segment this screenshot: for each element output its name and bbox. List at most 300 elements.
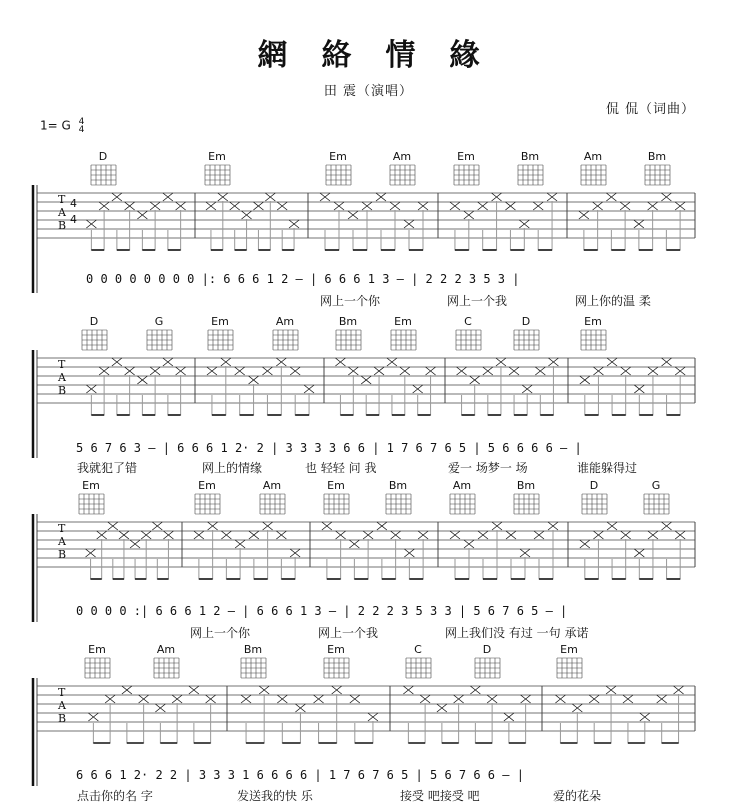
chord-diagram <box>386 479 411 514</box>
note-x-mark <box>235 540 245 548</box>
note-x-mark <box>470 376 480 384</box>
chord-diagram <box>147 315 172 350</box>
chord-diagram <box>514 479 539 514</box>
note-x-mark <box>534 531 544 539</box>
note-x-mark <box>519 220 529 228</box>
chord-diagram <box>518 150 543 185</box>
note-x-mark <box>661 193 671 201</box>
note-x-mark <box>194 531 204 539</box>
chord-name: Bm <box>243 643 263 656</box>
note-x-mark <box>464 540 474 548</box>
chord-name: D <box>589 479 599 492</box>
note-x-mark <box>176 202 186 210</box>
tab-clef-letter: T <box>58 358 66 371</box>
beam <box>235 219 247 250</box>
chord-name: Em <box>457 150 475 163</box>
chord-diagram <box>336 315 361 350</box>
chord-name: Em <box>327 479 345 492</box>
tab-system <box>33 315 695 475</box>
note-x-mark <box>253 202 263 210</box>
note-x-mark <box>454 695 464 703</box>
chord-name: Am <box>392 150 412 163</box>
note-x-mark <box>139 695 149 703</box>
beam <box>211 201 223 250</box>
note-x-mark <box>404 549 414 557</box>
note-x-mark <box>218 193 228 201</box>
chord-name: Em <box>394 315 412 328</box>
beam <box>366 375 379 415</box>
beam <box>354 539 368 579</box>
beam <box>510 228 524 250</box>
note-x-mark <box>674 686 684 694</box>
chord-name: Bm <box>516 479 536 492</box>
beam <box>488 366 501 415</box>
beam <box>157 539 168 579</box>
note-x-mark <box>487 695 497 703</box>
tab-clef-letter: A <box>58 535 66 548</box>
chord-name: Em <box>584 315 602 328</box>
note-x-mark <box>404 220 414 228</box>
note-x-mark <box>368 713 378 721</box>
note-x-mark <box>470 686 480 694</box>
tab-clef-letter: B <box>58 219 67 232</box>
chord-name: Em <box>560 643 578 656</box>
beam <box>639 375 653 415</box>
note-x-mark <box>125 367 135 375</box>
beam <box>282 228 294 250</box>
beam <box>639 539 653 579</box>
lyric-line: 接受 吧接受 吧 <box>400 789 480 803</box>
note-x-mark <box>555 695 565 703</box>
note-x-mark <box>230 202 240 210</box>
note-x-mark <box>593 367 603 375</box>
chord-diagram <box>208 315 233 350</box>
beam <box>325 210 339 250</box>
note-x-mark <box>403 686 413 694</box>
beam <box>113 539 124 579</box>
note-x-mark <box>112 193 122 201</box>
beam <box>455 548 469 579</box>
note-x-mark <box>88 713 98 721</box>
chord-name: Em <box>208 150 226 163</box>
chord-name: Bm <box>520 150 540 163</box>
chord-diagram <box>475 643 500 678</box>
note-x-mark <box>172 695 182 703</box>
note-x-mark <box>450 531 460 539</box>
note-x-mark <box>413 385 423 393</box>
lyric-line: 爱一 场梦一 场 <box>448 461 528 475</box>
note-x-mark <box>295 704 305 712</box>
note-x-mark <box>119 531 129 539</box>
beam <box>160 703 177 743</box>
note-x-mark <box>420 695 430 703</box>
chord-name: Am <box>583 150 603 163</box>
beam <box>142 375 155 415</box>
chord-diagram <box>324 643 349 678</box>
beam <box>483 530 497 579</box>
beam <box>612 375 626 415</box>
tab-clef-letter: A <box>58 371 66 384</box>
note-x-mark <box>130 540 140 548</box>
beam <box>611 210 625 250</box>
note-x-mark <box>533 202 543 210</box>
note-x-mark <box>99 202 109 210</box>
note-x-mark <box>657 695 667 703</box>
beam <box>91 375 104 415</box>
note-x-mark <box>377 522 387 530</box>
chord-diagram <box>91 150 116 185</box>
note-x-mark <box>579 211 589 219</box>
chord-diagram <box>326 150 351 185</box>
note-x-mark <box>606 686 616 694</box>
chord-diagram <box>581 315 606 350</box>
lyric-line: 网上一个我 <box>447 294 508 308</box>
chord-diagram <box>273 315 298 350</box>
note-x-mark <box>314 695 324 703</box>
note-x-mark <box>86 549 96 557</box>
note-x-mark <box>376 193 386 201</box>
chord-diagram <box>644 479 669 514</box>
key-label: 1= G <box>40 118 71 133</box>
note-x-mark <box>332 686 342 694</box>
chord-name: Bm <box>647 150 667 163</box>
note-x-mark <box>675 367 685 375</box>
chord-diagram <box>514 315 539 350</box>
chord-name: G <box>154 315 164 328</box>
note-x-mark <box>349 540 359 548</box>
note-x-mark <box>249 376 259 384</box>
beam <box>327 539 341 579</box>
note-x-mark <box>141 531 151 539</box>
note-x-mark <box>580 540 590 548</box>
note-x-mark <box>391 531 401 539</box>
chord-name: Em <box>329 150 347 163</box>
note-x-mark <box>208 522 218 530</box>
note-x-mark <box>86 220 96 228</box>
note-x-mark <box>125 202 135 210</box>
note-x-mark <box>390 202 400 210</box>
note-x-mark <box>505 202 515 210</box>
note-x-mark <box>304 385 314 393</box>
note-x-mark <box>520 549 530 557</box>
note-x-mark <box>418 202 428 210</box>
note-x-mark <box>152 522 162 530</box>
singer-credit: 田 震（演唱） <box>323 84 414 99</box>
time-signature: 4 4 <box>78 117 85 135</box>
composer-credit: 侃 侃（词曲） <box>605 102 695 117</box>
note-x-mark <box>621 531 631 539</box>
chord-diagram <box>79 479 104 514</box>
note-x-mark <box>620 202 630 210</box>
beam <box>199 530 213 579</box>
beam <box>194 703 211 743</box>
note-x-mark <box>249 531 259 539</box>
beam <box>442 703 459 743</box>
note-x-mark <box>334 202 344 210</box>
note-x-mark <box>276 358 286 366</box>
svg-text:4: 4 <box>70 197 77 210</box>
chord-diagram <box>406 643 431 678</box>
note-x-mark <box>572 704 582 712</box>
beam <box>382 539 396 579</box>
note-x-mark <box>492 193 502 201</box>
note-x-mark <box>150 367 160 375</box>
beam <box>584 210 598 250</box>
jianpu-notation: 0 0 0 0 :| 6 6 6 1 2 – | 6 6 6 1 3 – | 2 2 2 3 5 3 3 | 5 6 7 6 5 – | <box>76 604 568 618</box>
chord-name: Em <box>327 643 345 656</box>
beam <box>408 703 425 743</box>
note-x-mark <box>634 220 644 228</box>
note-x-mark <box>492 522 502 530</box>
note-x-mark <box>97 531 107 539</box>
tab-clef-letter: A <box>58 699 66 712</box>
note-x-mark <box>320 193 330 201</box>
tab-system <box>33 150 695 308</box>
jianpu-notation: 6 6 6 1 2· 2 2 | 3 3 3 1 6 6 6 6 | 1 7 6 7 6 5 | 5 6 7 6 6 – | <box>76 768 524 782</box>
tab-system <box>33 479 695 640</box>
chord-name: Em <box>88 643 106 656</box>
chord-name: D <box>98 150 108 163</box>
note-x-mark <box>150 202 160 210</box>
note-x-mark <box>155 704 165 712</box>
chord-diagram <box>645 150 670 185</box>
chord-diagram <box>85 643 110 678</box>
lyric-line: 也 轻轻 问 我 <box>305 461 377 475</box>
chord-name: Bm <box>338 315 358 328</box>
beam <box>258 201 270 250</box>
chord-diagram <box>581 150 606 185</box>
chord-name: Am <box>275 315 295 328</box>
note-x-mark <box>276 531 286 539</box>
note-x-mark <box>221 358 231 366</box>
note-x-mark <box>206 202 216 210</box>
jianpu-notation: 0 0 0 0 0 0 0 0 |: 6 6 6 1 2 – | 6 6 6 1 3 – | 2 2 2 3 5 3 | <box>86 272 520 286</box>
beam <box>418 375 431 415</box>
chord-diagram <box>390 150 415 185</box>
chord-name: G <box>651 479 661 492</box>
beam <box>409 539 423 579</box>
note-x-mark <box>290 549 300 557</box>
chord-diagram <box>154 643 179 678</box>
beam <box>462 384 475 415</box>
note-x-mark <box>606 193 616 201</box>
beam <box>639 210 653 250</box>
beam <box>475 703 492 743</box>
note-x-mark <box>207 367 217 375</box>
beam <box>117 375 130 415</box>
note-x-mark <box>580 376 590 384</box>
note-x-mark <box>242 211 252 219</box>
chord-name: C <box>464 315 472 328</box>
note-x-mark <box>621 367 631 375</box>
note-x-mark <box>607 522 617 530</box>
beam <box>353 210 367 250</box>
note-x-mark <box>648 202 658 210</box>
note-x-mark <box>163 531 173 539</box>
note-x-mark <box>221 531 231 539</box>
note-x-mark <box>506 531 516 539</box>
note-x-mark <box>623 695 633 703</box>
note-x-mark <box>235 367 245 375</box>
note-x-mark <box>241 695 251 703</box>
beam <box>585 539 599 579</box>
note-x-mark <box>607 358 617 366</box>
svg-text:4: 4 <box>70 213 77 226</box>
lyric-line: 网上一个你 <box>320 294 381 308</box>
note-x-mark <box>521 695 531 703</box>
beam <box>667 539 681 579</box>
note-x-mark <box>348 367 358 375</box>
note-x-mark <box>259 686 269 694</box>
note-x-mark <box>478 202 488 210</box>
note-x-mark <box>634 549 644 557</box>
chord-diagram <box>260 479 285 514</box>
beam <box>409 210 423 250</box>
chord-diagram <box>324 479 349 514</box>
note-x-mark <box>163 358 173 366</box>
beam <box>282 712 300 743</box>
note-x-mark <box>675 202 685 210</box>
beam <box>483 201 497 250</box>
chord-diagram <box>391 315 416 350</box>
beam <box>514 393 527 415</box>
note-x-mark <box>362 202 372 210</box>
tab-clef-letter: T <box>58 193 66 206</box>
note-x-mark <box>593 531 603 539</box>
note-x-mark <box>163 193 173 201</box>
note-x-mark <box>206 695 216 703</box>
note-x-mark <box>648 367 658 375</box>
note-x-mark <box>189 686 199 694</box>
chord-name: D <box>482 643 492 656</box>
note-x-mark <box>418 531 428 539</box>
note-x-mark <box>589 695 599 703</box>
beam <box>585 375 599 415</box>
beam <box>212 366 226 415</box>
note-x-mark <box>478 531 488 539</box>
note-x-mark <box>675 531 685 539</box>
beam <box>226 548 240 579</box>
beam <box>628 721 645 743</box>
tab-clef-letter: T <box>58 686 66 699</box>
beam <box>381 210 395 250</box>
beam <box>168 375 181 415</box>
note-x-mark <box>361 376 371 384</box>
note-x-mark <box>457 367 467 375</box>
beam <box>455 219 469 250</box>
lyric-line: 谁能躲得过 <box>577 461 638 475</box>
beam <box>511 557 525 579</box>
chord-name: Am <box>262 479 282 492</box>
beam <box>666 210 680 250</box>
chord-diagram <box>205 150 230 185</box>
note-x-mark <box>662 522 672 530</box>
beam <box>509 703 526 743</box>
lyric-line: 网上一个我 <box>318 626 379 640</box>
tab-system <box>33 643 695 803</box>
beam <box>281 557 295 579</box>
chord-diagram <box>456 315 481 350</box>
beam <box>539 530 553 579</box>
beam <box>340 375 353 415</box>
beam <box>355 721 373 743</box>
beam <box>93 703 110 743</box>
lyric-line: 网上我们没 有过 一句 承诺 <box>445 626 589 640</box>
song-title: 網絡情緣 <box>257 38 514 73</box>
beam <box>240 384 254 415</box>
beam <box>117 210 130 250</box>
note-x-mark <box>290 367 300 375</box>
beam <box>560 712 577 743</box>
beam <box>667 375 681 415</box>
note-x-mark <box>504 713 514 721</box>
beam <box>295 393 309 415</box>
beam <box>168 210 181 250</box>
note-x-mark <box>662 358 672 366</box>
chord-diagram <box>195 479 220 514</box>
note-x-mark <box>137 376 147 384</box>
beam <box>392 375 405 415</box>
note-x-mark <box>437 704 447 712</box>
chord-diagram <box>582 479 607 514</box>
note-x-mark <box>137 211 147 219</box>
lyric-line: 网上一个你 <box>190 626 251 640</box>
note-x-mark <box>108 522 118 530</box>
tab-clef-letter: T <box>58 522 66 535</box>
note-x-mark <box>99 367 109 375</box>
note-x-mark <box>547 193 557 201</box>
chord-name: D <box>521 315 531 328</box>
note-x-mark <box>289 220 299 228</box>
tab-clef-letter: B <box>58 712 67 725</box>
beam <box>540 366 553 415</box>
lyric-line: 我就犯了错 <box>77 461 138 475</box>
note-x-mark <box>363 531 373 539</box>
note-x-mark <box>640 713 650 721</box>
chord-diagram <box>557 643 582 678</box>
chord-name: Em <box>198 479 216 492</box>
chord-name: Em <box>82 479 100 492</box>
note-x-mark <box>335 358 345 366</box>
note-x-mark <box>262 367 272 375</box>
note-x-mark <box>548 358 558 366</box>
note-x-mark <box>350 695 360 703</box>
lyric-line: 网上你的温 柔 <box>575 294 651 308</box>
note-x-mark <box>277 202 287 210</box>
note-x-mark <box>522 385 532 393</box>
note-x-mark <box>86 385 96 393</box>
chord-name: Bm <box>388 479 408 492</box>
note-x-mark <box>426 367 436 375</box>
note-x-mark <box>496 358 506 366</box>
note-x-mark <box>535 367 545 375</box>
note-x-mark <box>634 385 644 393</box>
note-x-mark <box>648 531 658 539</box>
note-x-mark <box>122 686 132 694</box>
note-x-mark <box>105 695 115 703</box>
tab-clef-letter: B <box>58 384 67 397</box>
note-x-mark <box>400 367 410 375</box>
note-x-mark <box>387 358 397 366</box>
chord-name: C <box>414 643 422 656</box>
note-x-mark <box>509 367 519 375</box>
jianpu-notation: 5 6 7 6 3 – | 6 6 6 1 2· 2 | 3 3 3 3 6 6 | 1 7 6 7 6 5 | 5 6 6 6 6 – | <box>76 441 582 455</box>
beam <box>267 366 281 415</box>
lyric-line: 网上的情缘 <box>202 461 263 475</box>
note-x-mark <box>277 695 287 703</box>
note-x-mark <box>112 358 122 366</box>
lyric-line: 发送我的快 乐 <box>237 789 313 803</box>
